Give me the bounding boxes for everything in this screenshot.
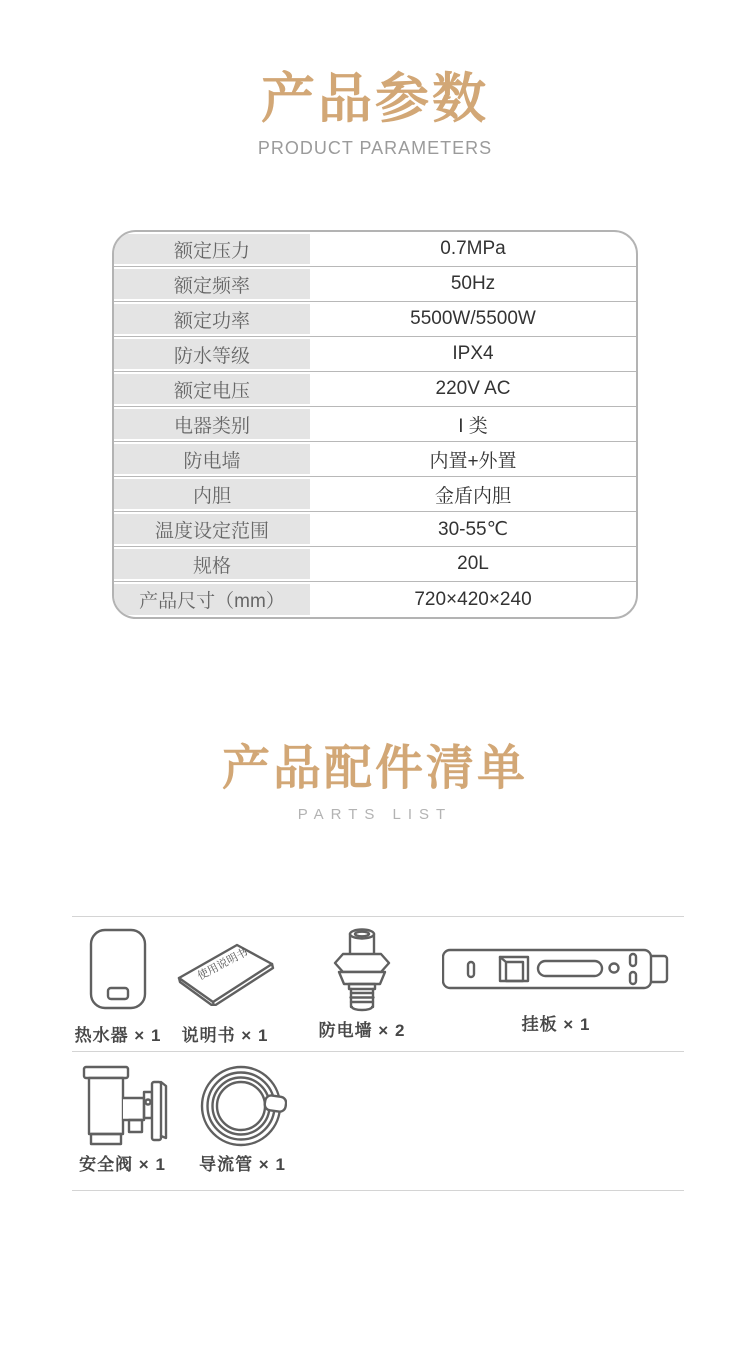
spec-value: 720×420×240	[414, 588, 532, 610]
spec-value: 5500W/5500W	[410, 308, 536, 329]
manual-cover-text: 使用说明书	[195, 946, 250, 983]
spec-value: 20L	[457, 553, 489, 574]
table-row	[114, 547, 636, 582]
part-item-anti-electric-wall	[317, 926, 407, 1041]
part-item-safety-valve	[65, 1064, 180, 1175]
table-row	[114, 477, 636, 512]
spec-label: 电器类别	[114, 409, 310, 439]
spec-label: 防电墙	[114, 444, 310, 474]
divider-line	[72, 916, 684, 917]
spec-table	[112, 230, 638, 619]
spec-value: 0.7MPa	[440, 238, 506, 259]
part-label: 防电墙 × 2	[318, 1021, 406, 1040]
safety-valve-icon	[77, 1064, 169, 1148]
spec-value: I 类	[458, 415, 488, 437]
spec-label: 额定压力	[114, 234, 310, 264]
manual-icon	[173, 940, 277, 1006]
parameters-section-header	[0, 68, 750, 159]
part-label: 说明书 × 1	[181, 1026, 269, 1045]
divider-line	[72, 1190, 684, 1191]
parameters-title: 产品参数	[261, 69, 489, 129]
part-item-coil-pipe	[185, 1064, 300, 1175]
parts-list	[0, 916, 750, 1190]
parameters-subtitle: PRODUCT PARAMETERS	[257, 138, 493, 158]
table-row	[114, 442, 636, 477]
spec-label: 内胆	[114, 479, 310, 509]
table-row	[114, 232, 636, 267]
water-heater-icon	[89, 928, 147, 1010]
spec-label: 额定电压	[114, 374, 310, 404]
spec-value: IPX4	[452, 343, 494, 364]
part-label: 挂板 × 1	[521, 1015, 591, 1034]
part-item-water-heater	[60, 928, 176, 1046]
coil-pipe-icon	[199, 1064, 287, 1148]
parts-section-header	[0, 740, 750, 823]
spec-value: 30-55℃	[438, 518, 508, 540]
table-row	[114, 512, 636, 547]
parts-title: 产品配件清单	[221, 742, 528, 795]
bracket-icon	[442, 948, 670, 990]
parts-subtitle: PARTS LIST	[297, 806, 453, 823]
table-row	[114, 582, 636, 617]
spec-label: 额定功率	[114, 304, 310, 334]
spec-label: 防水等级	[114, 339, 310, 369]
part-label: 导流管 × 1	[199, 1155, 286, 1174]
spec-label: 规格	[114, 549, 310, 579]
divider-line	[72, 1051, 684, 1052]
spec-label: 产品尺寸（mm）	[114, 584, 310, 615]
spec-value: 内置+外置	[429, 450, 517, 472]
anti-electric-wall-icon	[333, 926, 391, 1012]
part-label: 安全阀 × 1	[79, 1155, 166, 1174]
table-row	[114, 407, 636, 442]
spec-value: 220V AC	[435, 378, 511, 399]
table-row	[114, 267, 636, 302]
part-label: 热水器 × 1	[74, 1026, 162, 1045]
table-row	[114, 372, 636, 407]
table-row	[114, 302, 636, 337]
spec-value: 50Hz	[450, 273, 496, 294]
spec-value: 金盾内胆	[434, 485, 511, 507]
spec-label: 温度设定范围	[114, 514, 310, 544]
part-item-manual	[168, 940, 282, 1046]
part-item-bracket	[440, 948, 672, 1035]
spec-label: 额定频率	[114, 269, 310, 299]
table-row	[114, 337, 636, 372]
